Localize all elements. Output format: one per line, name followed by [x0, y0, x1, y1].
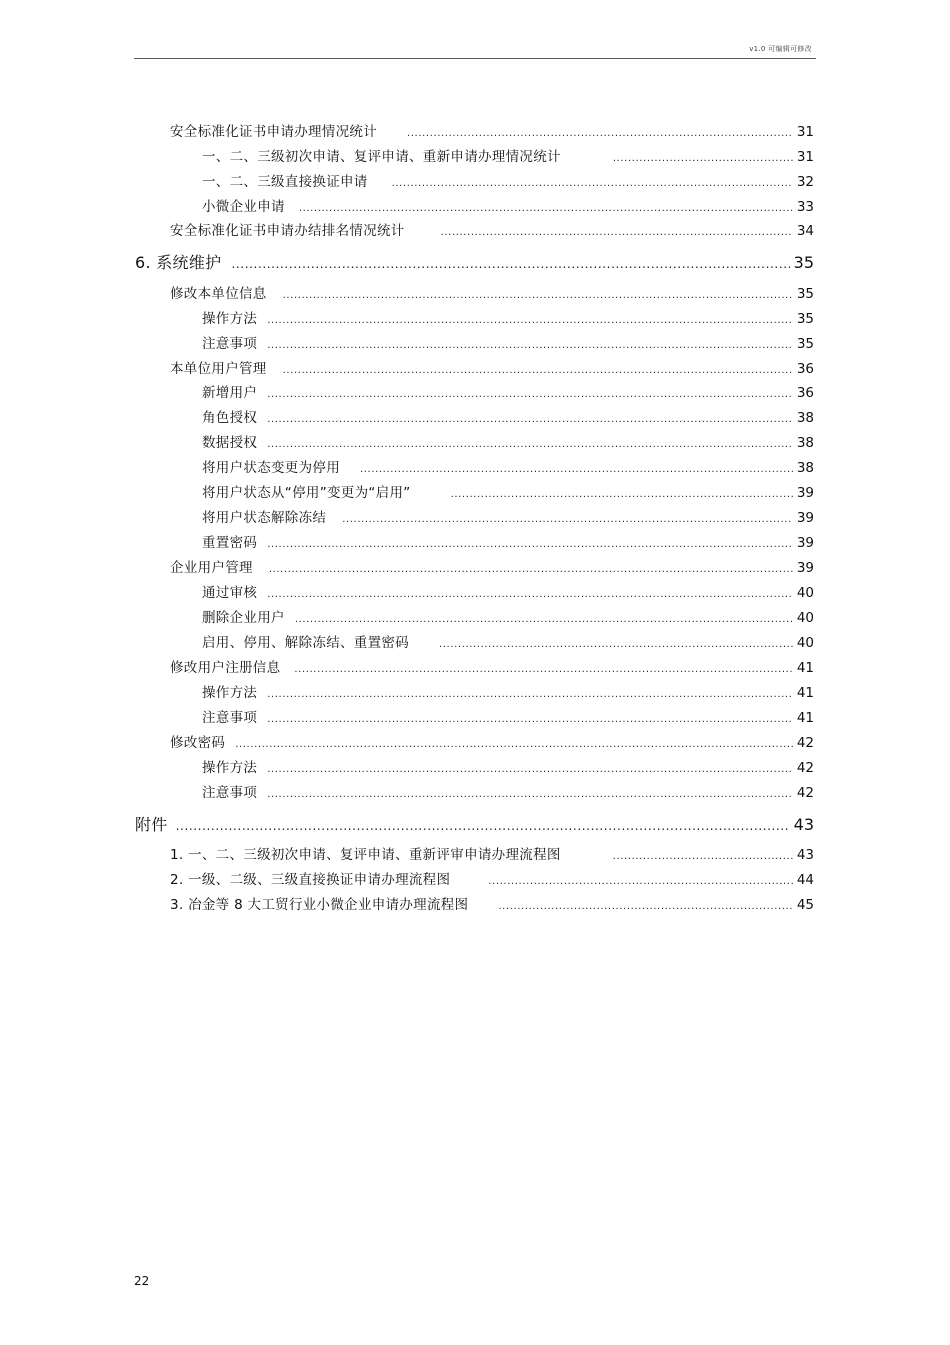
toc-entry-label: 修改密码	[170, 735, 226, 751]
toc-entry-label: 数据授权	[202, 435, 258, 451]
toc-entry-label: 修改本单位信息	[170, 286, 267, 302]
dot-leader	[231, 257, 789, 271]
toc-entry-page: 40	[796, 585, 814, 601]
dot-leader	[299, 203, 793, 214]
toc-entry-label: 注意事项	[202, 336, 258, 352]
toc-entry[interactable]	[202, 307, 814, 327]
dot-leader	[613, 153, 793, 164]
toc-chapter-entry[interactable]	[135, 250, 814, 273]
toc-entry-label: 企业用户管理	[170, 560, 253, 576]
dot-leader	[267, 389, 793, 400]
toc-entry-label: 注意事项	[202, 710, 258, 726]
toc-entry-page: 36	[796, 385, 814, 401]
toc-entry[interactable]	[202, 681, 814, 701]
toc-entry-page: 35	[796, 336, 814, 352]
toc-entry-label: 1. 一、二、三级初次申请、复评申请、重新评审申请办理流程图	[170, 847, 561, 863]
toc-entry-label: 安全标准化证书申请办理情况统计	[170, 124, 377, 140]
toc-entry-label: 删除企业用户	[202, 610, 285, 626]
toc-entry-label: 操作方法	[202, 685, 258, 701]
toc-entry[interactable]	[202, 581, 814, 601]
toc-entry[interactable]	[202, 406, 814, 426]
toc-entry-label: 修改用户注册信息	[170, 660, 281, 676]
dot-leader	[267, 689, 793, 700]
toc-entry[interactable]	[202, 456, 814, 476]
dot-leader	[235, 739, 793, 750]
toc-entry[interactable]	[202, 756, 814, 776]
dot-leader	[439, 639, 793, 650]
toc-entry[interactable]	[170, 843, 814, 863]
dot-leader	[267, 439, 793, 450]
toc-entry-label: 通过审核	[202, 585, 258, 601]
dot-leader	[441, 227, 793, 238]
dot-leader	[360, 464, 793, 475]
toc-entry-label: 附件	[135, 815, 168, 834]
toc-entry[interactable]	[170, 357, 814, 377]
toc-entry-page: 40	[796, 610, 814, 626]
toc-entry[interactable]	[170, 868, 814, 888]
toc-entry-page: 44	[796, 872, 814, 888]
toc-entry-page: 35	[796, 286, 814, 302]
toc-entry[interactable]	[202, 431, 814, 451]
toc-entry-page: 42	[796, 760, 814, 776]
toc-entry-page: 31	[796, 124, 814, 140]
dot-leader	[498, 901, 792, 912]
toc-entry-label: 3. 冶金等 8 大工贸行业小微企业申请办理流程图	[170, 897, 469, 913]
toc-entry-page: 41	[796, 685, 814, 701]
toc-entry-page: 39	[796, 485, 814, 501]
toc-entry-page: 42	[796, 785, 814, 801]
toc-chapter-entry[interactable]	[135, 812, 814, 835]
toc-entry-label: 启用、停用、解除冻结、重置密码	[202, 635, 409, 651]
dot-leader	[451, 489, 793, 500]
toc-entry-page: 39	[796, 535, 814, 551]
toc-entry-page: 45	[796, 897, 814, 913]
toc-entry[interactable]	[170, 219, 814, 239]
toc-entry[interactable]	[170, 893, 814, 913]
toc-entry-page: 38	[796, 435, 814, 451]
toc-entry-page: 32	[796, 174, 814, 190]
toc-entry[interactable]	[170, 731, 814, 751]
toc-entry-page: 33	[796, 199, 814, 215]
dot-leader	[295, 614, 793, 625]
toc-entry-label: 新增用户	[202, 385, 258, 401]
toc-entry-label: 6. 系统维护	[135, 253, 222, 272]
dot-leader	[267, 714, 793, 725]
toc-entry-page: 43	[796, 847, 814, 863]
dot-leader	[613, 851, 793, 862]
toc-entry[interactable]	[170, 656, 814, 676]
toc-entry-label: 重置密码	[202, 535, 258, 551]
toc-entry-label: 本单位用户管理	[170, 361, 267, 377]
toc-entry-page: 38	[796, 410, 814, 426]
dot-leader	[267, 414, 793, 425]
toc-entry-label: 一、二、三级直接换证申请	[202, 174, 368, 190]
dot-leader	[267, 589, 793, 600]
toc-entry-page: 35	[796, 311, 814, 327]
toc-entry[interactable]	[202, 506, 814, 526]
dot-leader	[488, 876, 793, 887]
toc-entry-label: 注意事项	[202, 785, 258, 801]
toc-entry-label: 将用户状态解除冻结	[202, 510, 327, 526]
dot-leader	[342, 514, 793, 525]
toc-entry[interactable]	[170, 282, 814, 302]
toc-entry-page: 38	[796, 460, 814, 476]
toc-entry-page: 43	[793, 815, 814, 834]
dot-leader	[176, 819, 790, 833]
page-number: 22	[134, 1274, 150, 1288]
toc-entry-label: 小微企业申请	[202, 199, 285, 215]
toc-entry[interactable]	[202, 195, 814, 215]
toc-entry-label: 将用户状态变更为停用	[202, 460, 340, 476]
toc-entry-page: 42	[796, 735, 814, 751]
toc-entry-page: 41	[796, 710, 814, 726]
dot-leader	[392, 178, 793, 189]
toc-entry[interactable]	[202, 145, 814, 165]
toc-entry[interactable]	[170, 556, 814, 576]
toc-entry[interactable]	[202, 606, 814, 626]
toc-entry-page: 40	[796, 635, 814, 651]
toc-entry-page: 35	[793, 253, 814, 272]
dot-leader	[283, 290, 793, 301]
toc-entry-label: 操作方法	[202, 311, 258, 327]
toc-entry-label: 一、二、三级初次申请、复评申请、重新申请办理情况统计	[202, 149, 561, 165]
toc-entry[interactable]	[202, 531, 814, 551]
toc-entry-page: 39	[796, 510, 814, 526]
dot-leader	[407, 128, 793, 139]
toc-entry-page: 39	[796, 560, 814, 576]
toc-entry-label: 角色授权	[202, 410, 258, 426]
dot-leader	[267, 315, 793, 326]
dot-leader	[294, 664, 792, 675]
toc-entry[interactable]	[170, 120, 814, 140]
toc-entry-label: 2. 一级、二级、三级直接换证申请办理流程图	[170, 872, 451, 888]
toc-entry-label: 将用户状态从“停用”变更为“启用”	[202, 485, 411, 501]
toc-entry-page: 34	[796, 223, 814, 239]
toc-entry[interactable]	[202, 332, 814, 352]
toc-entry[interactable]	[202, 631, 814, 651]
toc-entry[interactable]	[202, 481, 814, 501]
toc-entry-label: 安全标准化证书申请办结排名情况统计	[170, 223, 405, 239]
toc-entry-label: 操作方法	[202, 760, 258, 776]
toc-entry[interactable]	[202, 381, 814, 401]
dot-leader	[267, 539, 793, 550]
toc-entry-page: 41	[796, 660, 814, 676]
dot-leader	[267, 764, 793, 775]
dot-leader	[269, 564, 793, 575]
toc-entry[interactable]	[202, 706, 814, 726]
dot-leader	[283, 365, 793, 376]
dot-leader	[267, 340, 793, 351]
toc-entry[interactable]	[202, 781, 814, 801]
dot-leader	[267, 789, 793, 800]
toc-entry-page: 36	[796, 361, 814, 377]
header-version-text: v1.0 可编辑可修改	[749, 45, 812, 53]
toc-entry-page: 31	[796, 149, 814, 165]
toc-entry[interactable]	[202, 170, 814, 190]
